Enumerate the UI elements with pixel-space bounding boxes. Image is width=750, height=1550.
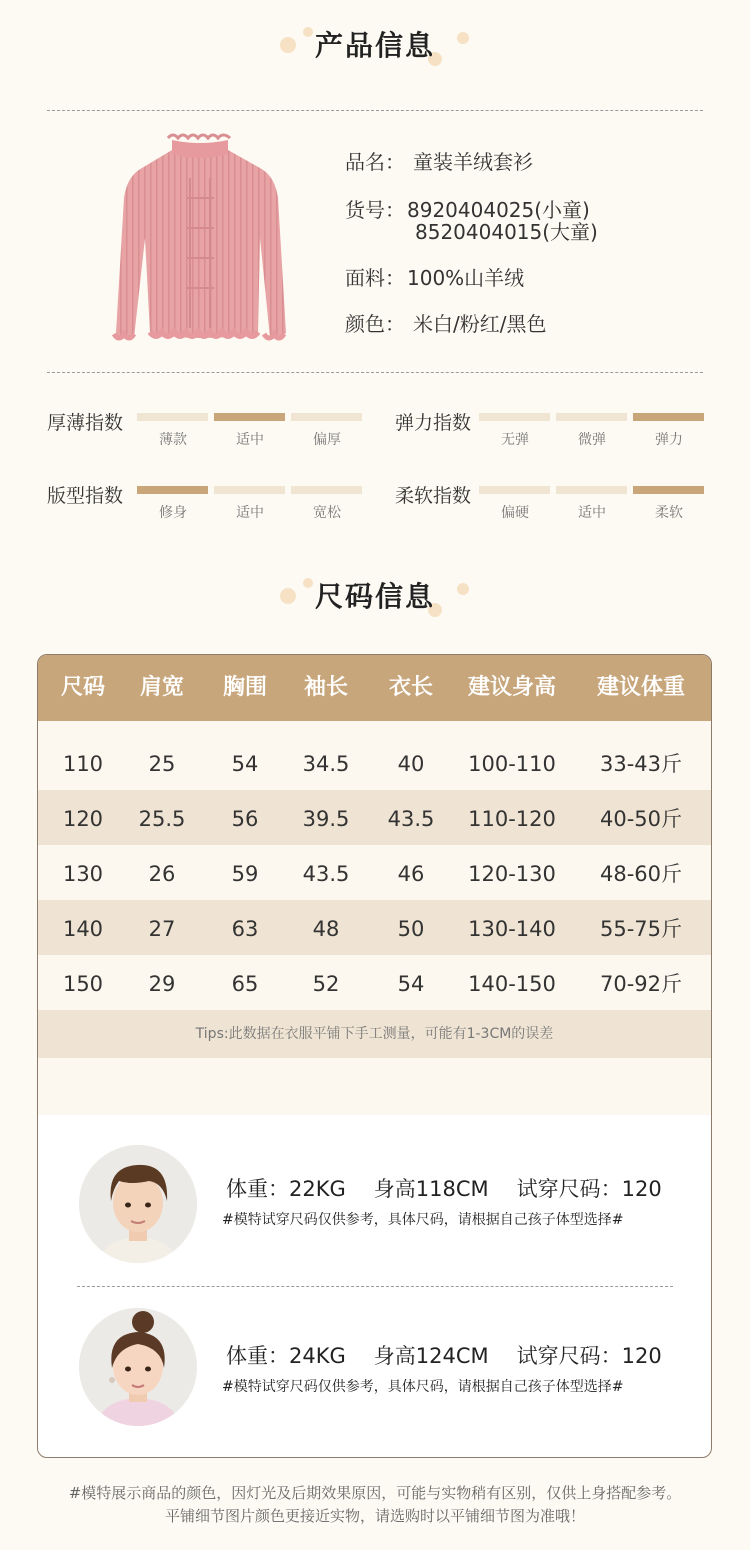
- index-option: 适中: [578, 505, 606, 521]
- product-fabric: [345, 262, 524, 291]
- index-option: 适中: [236, 505, 264, 521]
- model-2-stats: [226, 1340, 662, 1370]
- table-cell: 120: [62, 807, 104, 831]
- table-cell: 34.5: [302, 752, 350, 776]
- product-code-value-1: 8920404025(小童): [407, 198, 590, 222]
- table-cell: 33-43斤: [599, 752, 683, 776]
- index-option: 无弹: [501, 432, 529, 448]
- table-cell: 46: [397, 862, 425, 886]
- index-option: 偏厚: [313, 432, 341, 448]
- table-cell: 120-130: [468, 862, 556, 886]
- index-bar: [291, 413, 362, 421]
- index-option: 柔软: [655, 505, 683, 521]
- index-label: 弹力指数: [395, 412, 472, 434]
- index-option: 宽松: [313, 505, 341, 521]
- model-1-note: #模特试穿尺码仅供参考，具体尺码，请根据自己孩子体型选择#: [222, 1212, 624, 1228]
- index-option: 偏硬: [501, 505, 529, 521]
- model-2-note: #模特试穿尺码仅供参考，具体尺码，请根据自己孩子体型选择#: [222, 1379, 624, 1395]
- table-cell: 39.5: [302, 807, 350, 831]
- table-cell: 140: [62, 917, 104, 941]
- model-avatar-boy: [79, 1145, 197, 1263]
- model-avatar-girl: [79, 1308, 197, 1426]
- table-cell: 43.5: [387, 807, 435, 831]
- size-info-title: 尺码信息: [314, 580, 435, 613]
- table-cell: 100-110: [468, 752, 556, 776]
- table-cell: 54: [397, 972, 425, 996]
- footer-note-2: 平铺细节图片颜色更接近实物，请选购时以平铺细节图为准哦！: [164, 1507, 585, 1525]
- model-2-height: 身高124CM: [373, 1344, 489, 1368]
- product-name: [345, 146, 533, 175]
- index-bar: [291, 486, 362, 494]
- table-row: [38, 955, 711, 1010]
- table-cell: 43.5: [302, 862, 350, 886]
- table-cell: 48-60斤: [599, 862, 683, 886]
- table-cell: 29: [148, 972, 176, 996]
- index-option: 适中: [236, 432, 264, 448]
- table-cell: 52: [312, 972, 340, 996]
- table-cell: 150: [62, 972, 104, 996]
- column-header: 胸围: [222, 675, 267, 700]
- product-code-value-2: 8520404015(大童): [415, 220, 598, 244]
- table-cell: 130-140: [468, 917, 556, 941]
- table-cell: 26: [148, 862, 176, 886]
- column-header: 衣长: [388, 675, 433, 700]
- column-header: 尺码: [60, 675, 105, 700]
- product-info-title: 产品信息: [314, 29, 435, 62]
- model-1-stats: [226, 1173, 662, 1203]
- table-row: [38, 900, 711, 955]
- size-table: [37, 654, 712, 1458]
- footer-note-1: #模特展示商品的颜色，因灯光及后期效果原因，可能与实物稍有区别，仅供上身搭配参考。: [68, 1484, 682, 1502]
- column-header: 建议体重: [596, 675, 685, 700]
- column-header: 袖长: [303, 675, 348, 700]
- index-bar: [137, 413, 208, 421]
- product-name-label: 品名：: [345, 150, 405, 174]
- table-cell: 140-150: [468, 972, 556, 996]
- table-row: [38, 845, 711, 900]
- index-bar: [214, 413, 285, 421]
- table-cell: 110: [62, 752, 104, 776]
- index-bar: [479, 486, 550, 494]
- index-label: 柔软指数: [395, 485, 472, 507]
- product-color: [345, 308, 546, 337]
- index-option: 微弹: [578, 432, 606, 448]
- index-bar: [633, 413, 704, 421]
- index-label: 版型指数: [47, 485, 124, 507]
- column-header: 肩宽: [139, 675, 184, 700]
- table-cell: 56: [231, 807, 259, 831]
- table-cell: 27: [148, 917, 176, 941]
- table-cell: 48: [312, 917, 340, 941]
- divider: [77, 1286, 673, 1287]
- index-label: 厚薄指数: [47, 412, 124, 434]
- table-cell: 25: [148, 752, 176, 776]
- product-code-label: 货号：: [345, 198, 405, 222]
- table-cell: 59: [231, 862, 259, 886]
- table-cell: 63: [231, 917, 259, 941]
- index-bar: [479, 413, 550, 421]
- index-bar: [633, 486, 704, 494]
- product-color-value: 米白/粉红/黑色: [413, 312, 547, 336]
- index-bar: [556, 486, 627, 494]
- model-2-weight: 体重：24KG: [226, 1344, 346, 1368]
- table-row: [38, 790, 711, 845]
- product-image: [110, 128, 290, 353]
- column-header: 建议身高: [467, 675, 556, 700]
- index-option: 薄款: [159, 432, 187, 448]
- index-bar: [556, 413, 627, 421]
- size-table-header: [38, 655, 711, 721]
- table-cell: 70-92斤: [599, 972, 683, 996]
- product-color-label: 颜色：: [345, 312, 405, 336]
- table-cell: 40-50斤: [599, 807, 683, 831]
- table-cell: 55-75斤: [599, 917, 683, 941]
- model-1-size: 试穿尺码：120: [516, 1177, 662, 1201]
- index-option: 修身: [159, 505, 187, 521]
- product-fabric-value: 100%山羊绒: [407, 266, 525, 290]
- table-spacer: [38, 721, 711, 735]
- divider: [47, 110, 703, 111]
- index-bar: [137, 486, 208, 494]
- size-table-spacer: [38, 1058, 711, 1115]
- divider: [47, 372, 703, 373]
- table-cell: 50: [397, 917, 425, 941]
- model-1-weight: 体重：22KG: [226, 1177, 346, 1201]
- index-option: 弹力: [655, 432, 683, 448]
- table-cell: 54: [231, 752, 259, 776]
- product-fabric-label: 面料：: [345, 266, 405, 290]
- table-cell: 25.5: [138, 807, 186, 831]
- table-cell: 40: [397, 752, 425, 776]
- size-table-tips: Tips:此数据在衣服平铺下手工测量，可能有1-3CM的误差: [38, 1010, 711, 1058]
- model-2-size: 试穿尺码：120: [516, 1344, 662, 1368]
- index-bar: [214, 486, 285, 494]
- table-cell: 130: [62, 862, 104, 886]
- table-cell: 110-120: [468, 807, 556, 831]
- table-cell: 65: [231, 972, 259, 996]
- model-1-height: 身高118CM: [373, 1177, 489, 1201]
- product-name-value: 童装羊绒套衫: [413, 150, 533, 174]
- table-row: [38, 735, 711, 790]
